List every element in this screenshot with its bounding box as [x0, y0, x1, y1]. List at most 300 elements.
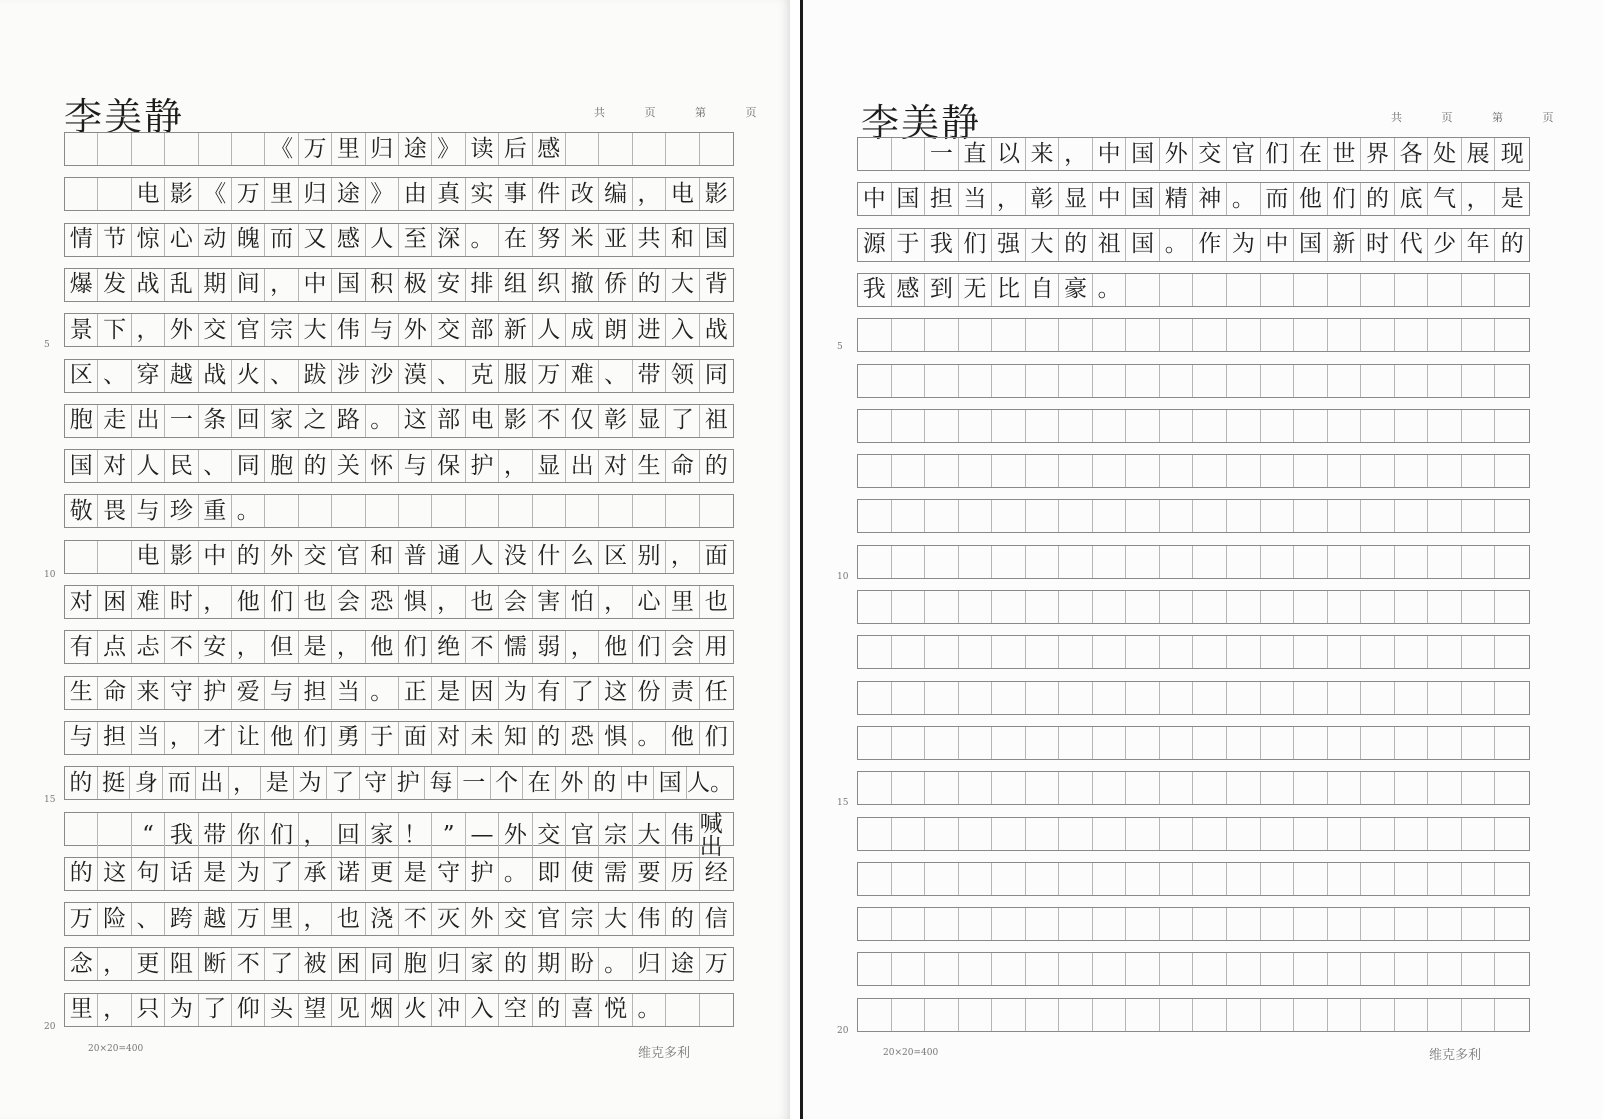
grid-cell — [1059, 591, 1093, 623]
grid-cell: 交 — [533, 813, 566, 859]
grid-cell: 害 — [533, 586, 566, 618]
grid-cell: 以 — [992, 138, 1026, 170]
grid-cell: 句 — [132, 858, 165, 890]
grid-cell: 不 — [533, 405, 566, 437]
grid-cell — [892, 138, 926, 170]
grid-cell: 归 — [633, 948, 666, 980]
grid-cell: 们 — [399, 631, 432, 663]
grid-cell — [1328, 908, 1362, 940]
grid-cell: 之 — [299, 405, 332, 437]
grid-cell: 中 — [858, 183, 892, 215]
grid-cell: 归 — [366, 133, 399, 165]
grid-cell — [1395, 953, 1429, 985]
grid-cell — [925, 365, 959, 397]
grid-cell: 也 — [704, 588, 728, 615]
grid-cell: 与 — [265, 677, 298, 709]
grid-cell — [1093, 818, 1127, 850]
grid-cell: 万 — [704, 950, 728, 977]
grid-cell: 大 — [633, 813, 666, 859]
grid-row — [64, 766, 734, 800]
grid-row — [857, 409, 1530, 443]
grid-cell — [265, 495, 298, 527]
grid-cell: 诺 — [332, 858, 365, 890]
grid-row — [857, 771, 1530, 805]
grid-cell — [1428, 636, 1462, 668]
grid-cell — [1227, 727, 1261, 759]
grid-cell: 中 — [299, 269, 332, 301]
grid-cell — [1428, 727, 1462, 759]
grid-cell: 会 — [666, 631, 699, 663]
grid-cell — [1495, 682, 1529, 714]
grid-cell — [959, 455, 993, 487]
grid-cell: 万 — [65, 903, 98, 935]
grid-cell — [925, 682, 959, 714]
grid-cell: 外 — [466, 903, 499, 935]
grid-cell: ， — [132, 314, 165, 346]
grid-cell — [1462, 999, 1496, 1031]
grid-cell: 出 — [196, 767, 229, 799]
grid-cell: ， — [599, 586, 632, 618]
grid-cell — [992, 953, 1026, 985]
grid-cell: 话 — [165, 858, 198, 890]
grid-cell — [892, 953, 926, 985]
grid-cell: 无 — [959, 274, 993, 306]
grid-cell — [858, 818, 892, 850]
grid-cell — [1059, 500, 1093, 532]
grid-cell: 读 — [466, 133, 499, 165]
grid-cell: 影 — [499, 405, 532, 437]
grid-cell — [1294, 772, 1328, 804]
grid-cell — [1026, 863, 1060, 895]
grid-cell — [925, 636, 959, 668]
grid-cell — [1227, 999, 1261, 1031]
grid-cell — [992, 863, 1026, 895]
grid-cell — [992, 682, 1026, 714]
grid-cell — [1261, 319, 1295, 351]
grid-cell: 普 — [399, 541, 432, 573]
grid-cell — [1495, 274, 1529, 306]
grid-cell: 冲 — [432, 994, 465, 1026]
grid-cell — [1361, 455, 1395, 487]
grid-cell — [959, 818, 993, 850]
grid-cell: 是 — [1500, 185, 1524, 212]
grid-cell — [1395, 636, 1429, 668]
grid-cell — [1026, 772, 1060, 804]
grid-cell: 对 — [65, 586, 98, 618]
grid-cell — [1059, 908, 1093, 940]
grid-cell — [1294, 591, 1328, 623]
grid-cell: 回 — [332, 813, 365, 859]
grid-cell — [959, 727, 993, 759]
grid-cell — [992, 410, 1026, 442]
grid-cell — [1193, 953, 1227, 985]
grid-cell — [1294, 908, 1328, 940]
grid-cell: 守 — [432, 858, 465, 890]
grid-cell: 的 — [666, 903, 699, 935]
grid-cell — [1126, 727, 1160, 759]
grid-cell: 路 — [332, 405, 365, 437]
grid-cell — [1193, 636, 1227, 668]
grid-cell: 国 — [65, 450, 98, 482]
grid-cell — [1227, 455, 1261, 487]
grid-cell — [1328, 682, 1362, 714]
grid-cell — [633, 495, 666, 527]
grid-cell: ， — [633, 178, 666, 210]
grid-cell: 盼 — [566, 948, 599, 980]
grid-cell — [1261, 772, 1295, 804]
grid-cell: 情 — [65, 224, 98, 256]
grid-cell: ， — [299, 903, 332, 935]
grid-cell — [1193, 999, 1227, 1031]
grid-cell — [959, 772, 993, 804]
author-name: 李美静 — [861, 101, 982, 145]
grid-cell — [1361, 908, 1395, 940]
grid-cell — [925, 908, 959, 940]
grid-cell — [892, 863, 926, 895]
grid-cell: 他 — [265, 722, 298, 754]
grid-cell: 。 — [633, 722, 666, 754]
grid-cell: 的 — [1500, 231, 1524, 258]
grid-cell: 望 — [299, 994, 332, 1026]
grid-cell: 来 — [132, 677, 165, 709]
grid-cell: 豪 — [1059, 274, 1093, 306]
grid-cell — [1294, 410, 1328, 442]
grid-cell — [633, 133, 666, 165]
grid-cell: 魄 — [232, 224, 265, 256]
grid-cell: 沙 — [366, 360, 399, 392]
grid-cell — [1294, 818, 1328, 850]
grid-cell: ， — [232, 631, 265, 663]
grid-cell: 爆 — [65, 269, 98, 301]
grid-cell: 直 — [959, 138, 993, 170]
grid-cell — [1495, 999, 1529, 1031]
grid-cell: 安 — [432, 269, 465, 301]
grid-cell — [98, 541, 131, 573]
grid-cell: 阻 — [165, 948, 198, 980]
grid-cell: 怕 — [566, 586, 599, 618]
grid-cell — [858, 953, 892, 985]
grid-cell — [1495, 546, 1529, 578]
grid-cell: 我 — [858, 274, 892, 306]
grid-cell: 又 — [299, 224, 332, 256]
grid-cell: 祖 — [704, 407, 728, 434]
grid-cell — [1261, 682, 1295, 714]
grid-cell — [1462, 319, 1496, 351]
grid-row — [64, 676, 734, 710]
grid-row — [857, 952, 1530, 986]
grid-cell: 关 — [332, 450, 365, 482]
grid-cell: ， — [165, 722, 198, 754]
grid-cell: 会 — [499, 586, 532, 618]
grid-cell: 伟 — [633, 903, 666, 935]
grid-cell: 漠 — [399, 360, 432, 392]
grid-cell: 恐 — [566, 722, 599, 754]
grid-cell: 命 — [666, 450, 699, 482]
grid-cell: 任 — [704, 679, 728, 706]
grid-cell: 万 — [299, 133, 332, 165]
grid-cell: 火 — [399, 994, 432, 1026]
grid-row — [64, 177, 734, 211]
grid-cell — [1193, 908, 1227, 940]
grid-cell: 在 — [1294, 138, 1328, 170]
grid-cell — [992, 727, 1026, 759]
grid-cell — [858, 682, 892, 714]
grid-cell: 份 — [633, 677, 666, 709]
grid-cell — [1126, 591, 1160, 623]
grid-cell: 责 — [666, 677, 699, 709]
grid-cell — [566, 133, 599, 165]
grid-cell: 战 — [704, 316, 728, 343]
grid-cell — [1294, 953, 1328, 985]
grid-cell — [1261, 727, 1295, 759]
grid-cell — [1026, 727, 1060, 759]
grid-cell: 有 — [65, 631, 98, 663]
grid-cell — [1160, 999, 1194, 1031]
grid-cell: 一 — [925, 138, 959, 170]
grid-cell — [1093, 410, 1127, 442]
grid-cell — [1160, 772, 1194, 804]
grid-cell: 国 — [1126, 138, 1160, 170]
grid-cell — [1395, 863, 1429, 895]
grid-cell: 悦 — [599, 994, 632, 1026]
grid-cell: 作 — [1193, 229, 1227, 261]
grid-cell — [892, 908, 926, 940]
grid-cell: 对 — [98, 450, 131, 482]
grid-cell — [1361, 636, 1395, 668]
grid-cell — [925, 953, 959, 985]
grid-cell — [858, 365, 892, 397]
grid-cell: 经 — [704, 860, 728, 887]
grid-cell: 织 — [533, 269, 566, 301]
grid-cell — [1261, 636, 1295, 668]
grid-cell — [1160, 274, 1194, 306]
grid-cell — [1328, 772, 1362, 804]
grid-cell — [1093, 772, 1127, 804]
grid-cell — [1227, 365, 1261, 397]
grid-cell — [1026, 682, 1060, 714]
grid-cell — [1395, 500, 1429, 532]
grid-cell: 交 — [1193, 138, 1227, 170]
grid-cell: 带 — [199, 813, 232, 859]
grid-cell: 们 — [1261, 138, 1295, 170]
grid-cell — [1294, 455, 1328, 487]
grid-row — [64, 359, 734, 393]
grid-row — [857, 726, 1530, 760]
grid-cell — [1328, 999, 1362, 1031]
grid-cell: 米 — [566, 224, 599, 256]
grid-cell: 家 — [466, 948, 499, 980]
grid-cell: 心 — [633, 586, 666, 618]
grid-cell: 了 — [265, 948, 298, 980]
grid-cell: ， — [265, 269, 298, 301]
grid-cell — [1462, 410, 1496, 442]
grid-cell: 交 — [199, 314, 232, 346]
manuscript-grid — [803, 0, 1603, 1119]
grid-cell — [925, 455, 959, 487]
grid-cell — [1328, 591, 1362, 623]
grid-cell — [1160, 908, 1194, 940]
grid-cell: 亚 — [599, 224, 632, 256]
grid-cell: 而 — [1261, 183, 1295, 215]
grid-cell: 了 — [566, 677, 599, 709]
grid-cell — [1126, 908, 1160, 940]
grid-cell — [959, 863, 993, 895]
grid-cell: 信 — [704, 905, 728, 932]
grid-cell — [1428, 953, 1462, 985]
grid-cell — [1160, 500, 1194, 532]
grid-cell — [1294, 274, 1328, 306]
grid-cell — [1495, 727, 1529, 759]
grid-cell — [1227, 818, 1261, 850]
grid-cell: ， — [1059, 138, 1093, 170]
grid-cell — [666, 133, 699, 165]
grid-cell: 外 — [556, 767, 589, 799]
grid-cell: 官 — [566, 813, 599, 859]
grid-cell: 对 — [432, 722, 465, 754]
grid-cell — [858, 727, 892, 759]
grid-cell: 断 — [199, 948, 232, 980]
grid-cell — [1294, 546, 1328, 578]
grid-row — [64, 810, 734, 860]
grid-cell: 战 — [199, 360, 232, 392]
grid-cell — [1428, 455, 1462, 487]
grid-cell: 电 — [666, 178, 699, 210]
grid-cell — [1093, 863, 1127, 895]
grid-cell — [992, 999, 1026, 1031]
grid-cell: 重 — [199, 495, 232, 527]
grid-cell: 个 — [491, 767, 524, 799]
grid-cell: 强 — [992, 229, 1026, 261]
grid-cell: 。 — [1227, 183, 1261, 215]
grid-cell: 万 — [232, 903, 265, 935]
grid-cell: 我 — [925, 229, 959, 261]
grid-cell — [1495, 365, 1529, 397]
grid-cell: 里 — [265, 903, 298, 935]
grid-cell — [1227, 636, 1261, 668]
grid-cell: 国 — [1126, 183, 1160, 215]
grid-cell: 与 — [65, 722, 98, 754]
grid-cell — [1395, 274, 1429, 306]
grid-cell: 宗 — [566, 903, 599, 935]
grid-cell: 里 — [65, 994, 98, 1026]
grid-cell: 背 — [704, 271, 728, 298]
grid-cell — [1428, 999, 1462, 1031]
grid-cell: 通 — [432, 541, 465, 573]
grid-cell — [1428, 908, 1462, 940]
grid-cell: 挺 — [98, 767, 131, 799]
grid-cell — [925, 727, 959, 759]
grid-cell — [700, 133, 733, 165]
grid-cell — [1059, 727, 1093, 759]
grid-cell: 难 — [132, 586, 165, 618]
grid-cell — [165, 133, 198, 165]
grid-cell — [959, 591, 993, 623]
grid-cell: ， — [229, 767, 262, 799]
grid-row — [857, 182, 1530, 216]
grid-cell — [132, 133, 165, 165]
grid-cell: 喜 — [566, 994, 599, 1026]
grid-cell: 排 — [466, 269, 499, 301]
grid-cell: 影 — [165, 541, 198, 573]
grid-cell — [1462, 636, 1496, 668]
grid-cell — [1361, 953, 1395, 985]
grid-cell — [959, 999, 993, 1031]
grid-cell — [1160, 682, 1194, 714]
grid-cell: 期 — [533, 948, 566, 980]
grid-cell: 带 — [633, 360, 666, 392]
grid-cell — [1126, 455, 1160, 487]
grid-cell — [1495, 500, 1529, 532]
grid-cell: 。 — [1093, 274, 1127, 306]
grid-cell — [1361, 546, 1395, 578]
grid-cell: 神 — [1193, 183, 1227, 215]
grid-cell: 因 — [466, 677, 499, 709]
grid-cell: 的 — [1361, 183, 1395, 215]
grid-cell — [1026, 319, 1060, 351]
grid-cell: 更 — [366, 858, 399, 890]
grid-cell: 们 — [265, 813, 298, 859]
grid-cell: 归 — [432, 948, 465, 980]
grid-cell: 头 — [265, 994, 298, 1026]
grid-cell: 。 — [232, 495, 265, 527]
grid-cell: 们 — [959, 229, 993, 261]
grid-cell: 们 — [633, 631, 666, 663]
grid-cell — [1193, 365, 1227, 397]
grid-cell: 编 — [599, 178, 632, 210]
grid-cell: 知 — [499, 722, 532, 754]
grid-cell: 同 — [232, 450, 265, 482]
grid-cell — [65, 133, 98, 165]
grid-cell: 同 — [366, 948, 399, 980]
grid-cell — [1495, 818, 1529, 850]
grid-cell — [1193, 274, 1227, 306]
grid-cell — [1193, 546, 1227, 578]
grid-cell: 与 — [366, 314, 399, 346]
grid-cell: 一 — [165, 405, 198, 437]
grid-cell: 彰 — [1026, 183, 1060, 215]
grid-cell: 的 — [633, 269, 666, 301]
grid-cell: 成 — [566, 314, 599, 346]
grid-cell: 国 — [892, 183, 926, 215]
grid-cell — [925, 863, 959, 895]
grid-cell: 勇 — [332, 722, 365, 754]
grid-cell: 与 — [399, 450, 432, 482]
grid-cell: 组 — [499, 269, 532, 301]
grid-cell: 爱 — [232, 677, 265, 709]
grid-cell — [1193, 818, 1227, 850]
grid-cell — [992, 636, 1026, 668]
grid-cell: 这 — [98, 858, 131, 890]
grid-cell: ！ — [399, 813, 432, 859]
grid-cell: 更 — [132, 948, 165, 980]
grid-cell — [1126, 999, 1160, 1031]
grid-cell — [892, 455, 926, 487]
grid-cell: 感 — [332, 224, 365, 256]
grid-cell: 担 — [925, 183, 959, 215]
grid-cell: 了 — [265, 858, 298, 890]
grid-cell: 期 — [199, 269, 232, 301]
grid-row — [64, 902, 734, 936]
grid-cell — [1093, 999, 1127, 1031]
grid-cell: 朗 — [599, 314, 632, 346]
grid-cell: 感 — [892, 274, 926, 306]
grid-cell — [858, 455, 892, 487]
grid-cell — [1261, 410, 1295, 442]
grid-cell — [1361, 682, 1395, 714]
grid-cell — [98, 178, 131, 210]
grid-cell — [1395, 365, 1429, 397]
grid-cell: 源 — [858, 229, 892, 261]
